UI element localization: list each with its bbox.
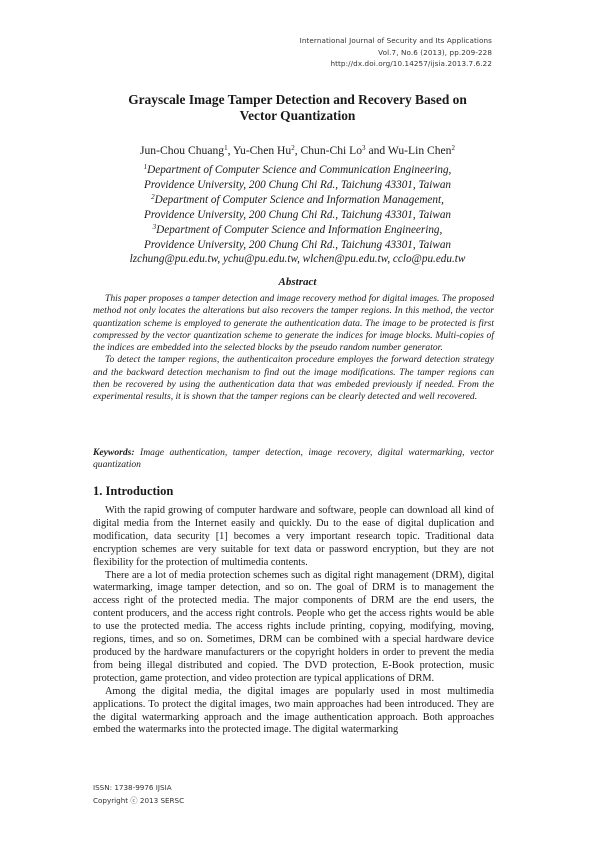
journal-header — [300, 35, 492, 70]
body-paragraph: Among the digital media, the digital images are popularly used in most multimedia applications. To protect the digital images, two main approaches had been introduced. They are the digital watermarking approach and the image authentication approach. Both approaches embed the watermarks into the protected image. The digital watermarking — [93, 685, 494, 736]
author-emails: lzchung@pu.edu.tw, ychu@pu.edu.tw, wlchen@pu.edu.tw, cclo@pu.edu.tw — [129, 253, 466, 266]
affiliation — [60, 163, 535, 178]
author-conjunction: and — [365, 144, 388, 157]
affiliation-line: Department of Computer Science and Information Management, — [154, 193, 444, 206]
affiliation-line: Department of Computer Science and Information Engineering, — [156, 223, 443, 236]
keywords-text: Image authentication, tamper detection, image recovery, digital watermarking, vector quantization — [93, 447, 494, 471]
abstract-paragraph: To detect the tamper regions, the authenticaiton procedure employes the forward detection strategy and the backward detection mechanism to find out the image modifications. The tamper regions can then be recovered by using the authentication data that was embeded previously if needed. From the experimental results, it is shown that the tamper regions can be clearly detected and well recovered. — [93, 354, 494, 403]
journal-volume: Vol.7, No.6 (2013), pp.209-228 — [378, 47, 492, 57]
affiliation-superscript: 2 — [151, 192, 155, 201]
affiliation-line: Department of Computer Science and Communication Engineering, — [147, 164, 452, 176]
abstract-paragraph: This paper proposes a tamper detection and image recovery method for digital images. The proposed method not only locates the alterations but also recovers the tamper regions. In this method, the vector quantization scheme is employed to generate the authentication data. The image to be protected is first compressed by the vector quantization scheme to generate the indices for image blocks. Multi-copies of the indices are embedded into the selected blocks by the pseudo random number generator. — [93, 293, 494, 354]
author-list — [60, 144, 535, 158]
body-paragraph: There are a lot of media protection schemes such as digital right management (DRM), digital watermarking, image tamper detection, and so on. The goal of DRM is to management the access right of the protected media. The major components of DRM are the end users, the content producers, and the access right controls. People who get the access rights would be able to use the protected media. The access rights include printing, copying, modifying, moving, regions, times, and so on. Sometimes, DRM can be combined with a special hardware device produced by the hardware manufacturers or the copyright holders in order to prevent the media from being illegal distributed and copied. The DVD protection, E-Book protection, music protection, game protection, and video protection are typical applications of DRM. — [93, 569, 494, 684]
affiliation-superscript: 1 — [143, 163, 148, 171]
journal-doi: http://dx.doi.org/10.14257/ijsia.2013.7.6.22 — [330, 59, 492, 68]
author-name: Yu-Chen Hu — [232, 144, 292, 157]
section-heading: 1. Introduction — [93, 484, 174, 498]
affiliation-line: Providence University, 200 Chung Chi Rd., Taichung 43301, Taiwan — [143, 208, 452, 221]
journal-name: International Journal of Security and Its Applications — [299, 36, 492, 45]
author-separator: , — [294, 144, 301, 157]
abstract-heading: Abstract — [278, 276, 317, 288]
keywords — [93, 447, 494, 472]
affiliation-line: Providence University, 200 Chung Chi Rd., Taichung 43301, Taiwan — [143, 238, 452, 251]
title-line-2: Vector Quantization — [239, 108, 356, 123]
author-separator: , — [227, 144, 233, 157]
author-superscript: 1 — [224, 144, 228, 152]
author-name: Wu-Lin Chen — [387, 144, 452, 157]
affiliation-line: Providence University, 200 Chung Chi Rd., Taichung 43301, Taiwan — [143, 178, 452, 191]
affiliation — [60, 223, 535, 238]
footer-copyright: Copyright ⓒ 2013 SERSC — [93, 795, 185, 805]
author-name: Chun-Chi Lo — [300, 144, 363, 157]
page-footer — [93, 782, 184, 807]
body-paragraph: With the rapid growing of computer hardware and software, people can download all kind of digital media from the Internet easily and quickly. Du to the ease of digital duplication and modification, data security [1] becomes a very important research topic. Traditional data encryption schemes are very suitable for text data or password encryption, but they are not flexibility for the protection of multimedia contents. — [93, 505, 494, 568]
affiliations — [60, 163, 535, 267]
title-line-1: Grayscale Image Tamper Detection and Recovery Based on — [128, 92, 467, 107]
affiliation — [60, 193, 535, 208]
section-body — [93, 505, 494, 737]
author-superscript: 3 — [362, 144, 366, 152]
author-superscript: 2 — [291, 144, 295, 152]
paper-title — [90, 92, 505, 124]
affiliation-superscript: 3 — [152, 222, 157, 231]
footer-issn: ISSN: 1738-9976 IJSIA — [93, 783, 172, 792]
abstract-body — [93, 293, 494, 404]
keywords-label: Keywords: — [93, 447, 135, 458]
author-superscript: 2 — [451, 144, 455, 152]
author-name: Jun-Chou Chuang — [140, 144, 225, 157]
